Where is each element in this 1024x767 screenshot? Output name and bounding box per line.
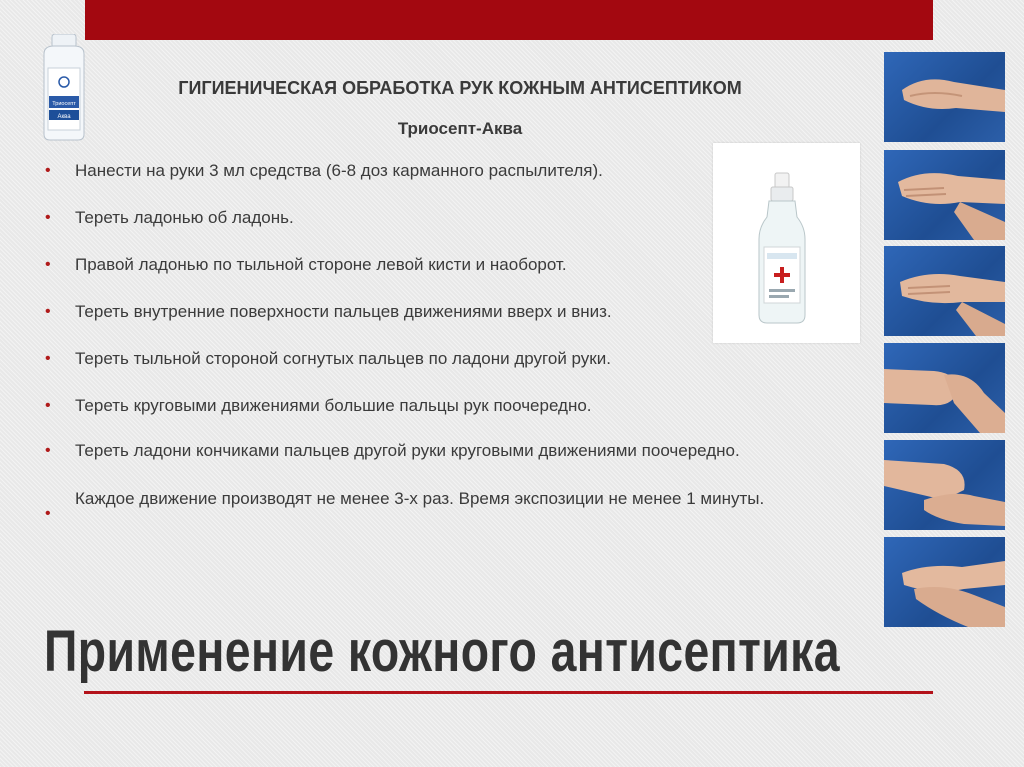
bullet-icon: • <box>45 505 51 522</box>
list-item: • Тереть тыльной стороной согнутых пальцев по ладони другой руки. <box>45 346 845 372</box>
spray-bottle-image <box>713 143 860 343</box>
hand-step-photo-6 <box>884 537 1005 627</box>
slide-heading: ГИГИЕНИЧЕСКАЯ ОБРАБОТКА РУК КОЖНЫМ АНТИСЕПТИКОМ <box>178 78 742 98</box>
title-underline <box>84 691 933 694</box>
list-item: • Тереть ладони кончиками пальцев другой руки круговыми движениями поочередно. <box>45 438 845 464</box>
bullet-icon: • <box>45 209 51 226</box>
bullet-icon: • <box>45 442 51 459</box>
bullet-icon: • <box>45 303 51 320</box>
hand-step-photo-3 <box>884 246 1005 336</box>
list-item: • Нанести на руки 3 мл средства (6-8 доз карманного распылителя). <box>45 158 845 184</box>
hand-step-photo-2 <box>884 150 1005 240</box>
bottle-brand-label: Триосепт <box>52 101 76 107</box>
product-name: Триосепт-Аква <box>397 119 523 138</box>
hand-step-photo-5 <box>884 440 1005 530</box>
bullet-icon: • <box>45 256 51 273</box>
antiseptic-bottle-image <box>38 34 90 142</box>
list-item: • Каждое движение производят не менее 3-х раз. Время экспозиции не менее 1 минуты. <box>45 486 805 519</box>
bullet-icon: • <box>45 350 51 367</box>
list-item: • Тереть внутренние поверхности пальцев движениями вверх и вниз. <box>45 299 845 325</box>
bullet-icon: • <box>45 162 51 179</box>
bullet-icon: • <box>45 397 51 414</box>
hand-step-photo-1 <box>884 52 1005 142</box>
slide-title: Применение кожного антисептика <box>44 619 840 684</box>
list-item: • Тереть круговыми движениями большие пальцы рук поочередно. <box>45 393 845 419</box>
list-item: • Тереть ладонью об ладонь. <box>45 205 845 231</box>
bottle-product-label: Аква <box>57 114 71 120</box>
top-accent-bar <box>85 0 933 40</box>
hand-step-photo-4 <box>884 343 1005 433</box>
list-item: • Правой ладонью по тыльной стороне левой кисти и наоборот. <box>45 252 845 278</box>
